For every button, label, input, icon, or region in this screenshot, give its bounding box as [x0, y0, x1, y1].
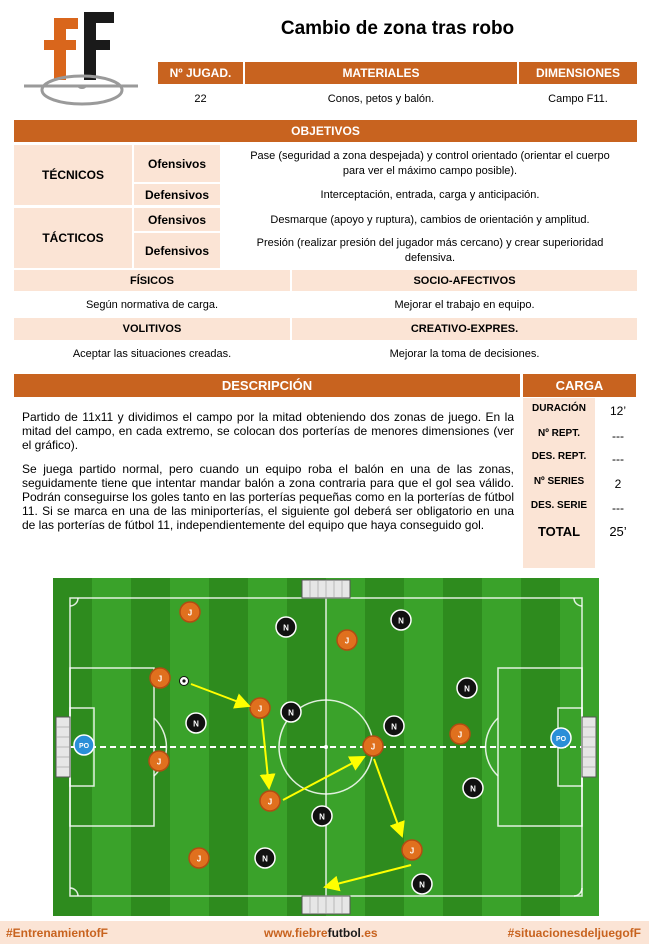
player-black-label: N [319, 812, 325, 822]
player-orange-label: J [409, 846, 415, 856]
player-black-label: N [193, 719, 199, 729]
player-orange-label: J [196, 854, 202, 864]
carga-row-label: DES. SERIE [530, 500, 588, 511]
tecnicos-ofensivos-text: Pase (seguridad a zona despejada) y control orientado (orientar el cuerpo para ver el máximo campo posible). [250, 149, 610, 177]
objetivos-header: OBJETIVOS [14, 120, 637, 142]
value-dimensiones: Campo F11. [548, 93, 608, 105]
carga-row-label: Nº SERIES [533, 476, 585, 487]
carga-row-value: --- [612, 429, 624, 443]
descripcion-p2: Se juega partido normal, pero cuando un equipo roba el balón en una de las zonas, seguidamente tiene que intentar mandar balón a zona contraria para que el gol sea válido. Podrán conseguirse los goles tanto en las porterías pequeñas como en la porterías de fútbol 11. Si se marca en una de las miniporterías, el siguiente gol deberá ser obligatorio en una de las porterías de fútbol 11, independientemente del equipo que haya conseguido gol. [22, 462, 514, 532]
logo [22, 8, 142, 113]
carga-total-value: 25’ [609, 524, 627, 539]
player-black-label: N [419, 880, 425, 890]
player-black-label: N [398, 616, 404, 626]
player-orange-label: J [457, 730, 463, 740]
footer-website-suffix: .es [360, 926, 378, 940]
goalkeeper-label: PO [78, 743, 90, 750]
carga-row-value: 2 [614, 477, 622, 491]
volitivos-text: Aceptar las situaciones creadas. [72, 347, 232, 360]
page-title: Cambio de zona tras robo [280, 18, 515, 39]
carga-row-value: --- [612, 452, 624, 466]
creativo-text: Mejorar la toma de decisiones. [389, 347, 540, 360]
carga-row-value: --- [612, 501, 624, 515]
col-header-dimensiones: DIMENSIONES [519, 62, 637, 84]
tecnicos-defensivos-text: Interceptación, entrada, carga y anticipación. [320, 188, 540, 201]
carga-row-label: DES. REPT. [531, 451, 587, 462]
volitivos-label: VOLITIVOS [14, 318, 290, 340]
tacticos-ofensivos-text: Desmarque (apoyo y ruptura), cambios de orientación y amplitud. [270, 213, 590, 226]
value-materiales: Conos, petos y balón. [327, 93, 435, 105]
player-orange-label: J [344, 636, 350, 646]
carga-row-value: 12’ [609, 404, 626, 418]
tecnicos-label: TÉCNICOS [14, 145, 132, 205]
descripcion-body [22, 410, 514, 542]
tacticos-defensivos-text: Presión (realizar presión del jugador más cercano) y crear superioridad defensiva. [256, 236, 604, 264]
player-black-label: N [283, 623, 289, 633]
carga-row-label: DURACIÓN [532, 403, 586, 414]
fisicos-text: Según normativa de carga. [85, 299, 219, 311]
player-orange-label: J [370, 742, 376, 752]
pitch [53, 578, 599, 916]
carga-total-label: TOTAL [537, 524, 581, 539]
col-header-materiales: MATERIALES [245, 62, 517, 84]
footer-hashtag-left: #EntrenamientofF [6, 926, 109, 940]
player-orange-label: J [187, 608, 193, 618]
tacticos-ofensivos-label: Ofensivos [134, 208, 220, 231]
player-black-label: N [288, 708, 294, 718]
tacticos-defensivos-label: Defensivos [134, 233, 220, 268]
footer [0, 921, 649, 944]
player-black-label: N [464, 684, 470, 694]
footer-website-bold: futbol [327, 926, 361, 940]
socio-text: Mejorar el trabajo en equipo. [394, 299, 535, 311]
footer-website[interactable] [264, 926, 378, 940]
player-orange-label: J [156, 757, 162, 767]
player-black-label: N [470, 784, 476, 794]
goalkeeper-label: PO [555, 736, 567, 743]
footer-hashtag-right: #situacionesdeljuegofF [507, 926, 641, 940]
descripcion-header: DESCRIPCIÓN [14, 374, 520, 397]
tecnicos-ofensivos-label: Ofensivos [134, 145, 220, 182]
carga-row-label: Nº REPT. [538, 428, 580, 439]
carga-header: CARGA [523, 374, 636, 397]
tactical-diagram [53, 578, 599, 916]
ball-icon-patch [182, 679, 185, 682]
creativo-label: CREATIVO-EXPRES. [292, 318, 637, 340]
col-header-jugadores: Nº JUGAD. [158, 62, 243, 84]
player-orange-label: J [157, 674, 163, 684]
tacticos-label: TÁCTICOS [14, 208, 132, 268]
descripcion-p1: Partido de 11x11 y dividimos el campo por la mitad obteniendo dos zonas de juego. En la mitad del campo, en cada extremo, se colocan dos porterías de menores dimensiones (ver el gráfico). [22, 410, 514, 452]
player-orange-label: J [267, 797, 273, 807]
socio-label: SOCIO-AFECTIVOS [292, 270, 637, 291]
footer-website-prefix: www.fiebre [264, 926, 328, 940]
fisicos-label: FÍSICOS [14, 270, 290, 291]
value-jugadores: 22 [194, 93, 207, 105]
player-orange-label: J [257, 704, 263, 714]
tecnicos-defensivos-label: Defensivos [134, 184, 220, 205]
player-black-label: N [262, 854, 268, 864]
player-black-label: N [391, 722, 397, 732]
